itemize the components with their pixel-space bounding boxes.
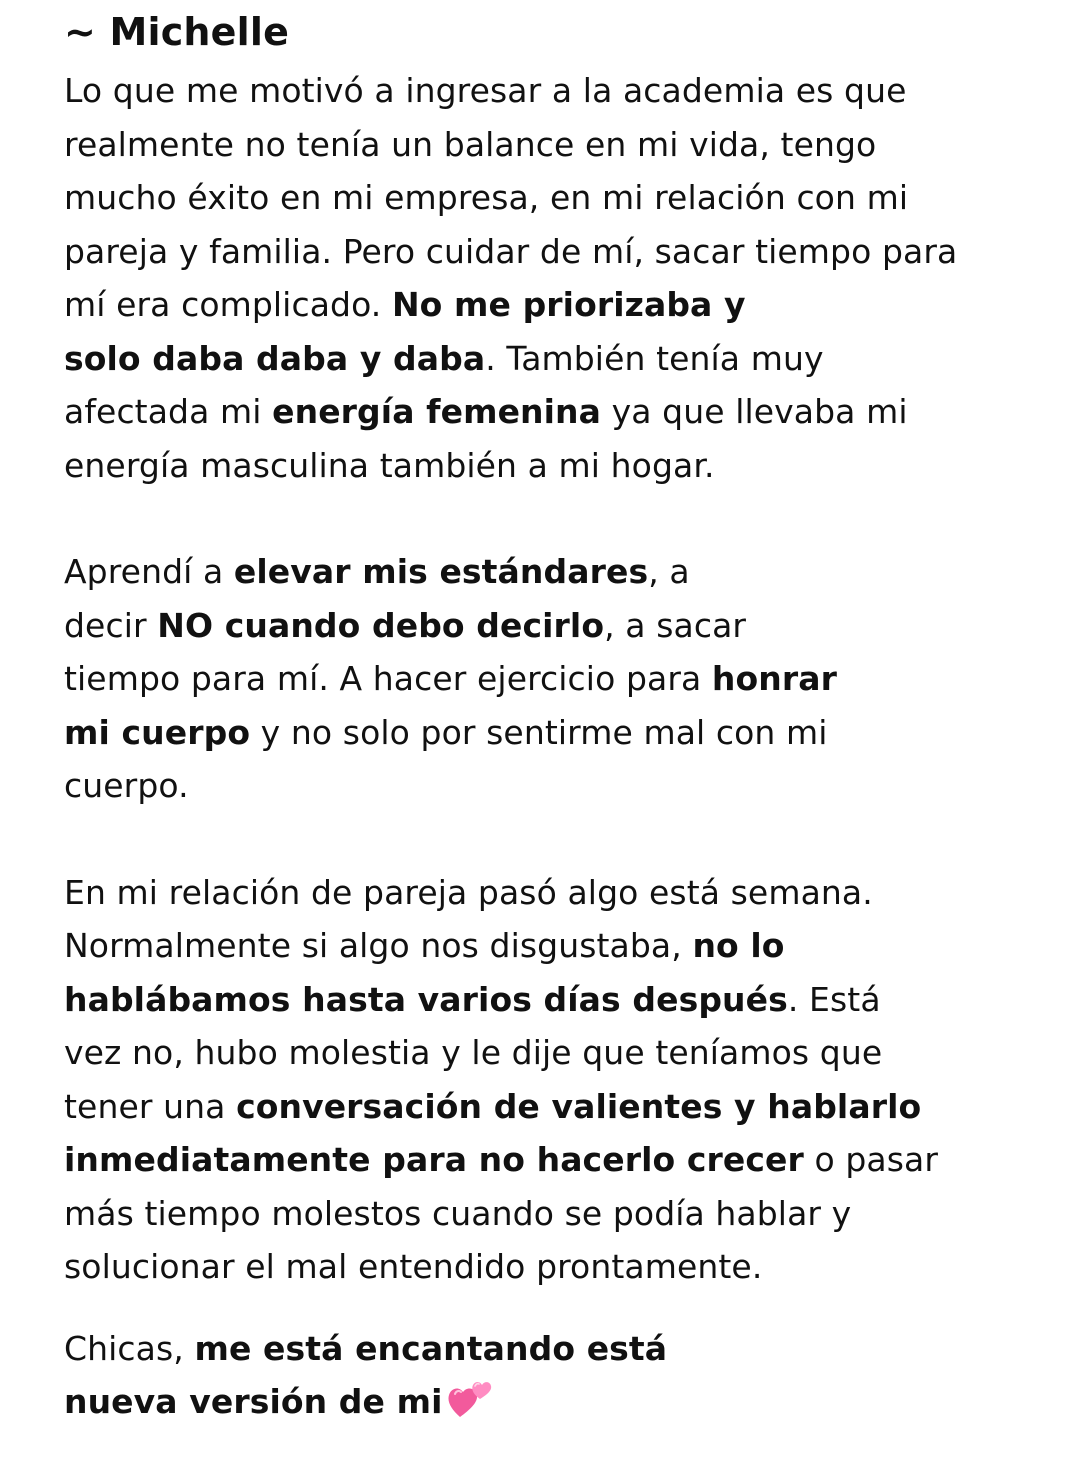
bold-text: me está encantando está	[194, 1328, 668, 1368]
text-segment: tener una	[64, 1086, 237, 1126]
text-line	[64, 1322, 1012, 1376]
bold-text: No me priorizaba y	[391, 285, 746, 324]
paragraph-relationship	[64, 866, 1012, 1294]
bold-text: solo daba daba y daba	[64, 338, 486, 378]
paragraph-motivation	[64, 64, 1012, 492]
text-segment: decir	[64, 605, 158, 645]
text-line	[64, 385, 1012, 439]
text-line	[64, 332, 1012, 386]
bold-text: inmediatamente para no hacerlo crecer	[64, 1140, 804, 1179]
text-segment: , a	[648, 552, 690, 591]
text-segment: Normalmente si algo nos disgustaba,	[64, 926, 693, 965]
text-segment: afectada mi	[64, 392, 273, 431]
text-segment: , a sacar	[604, 605, 747, 645]
bold-text: conversación de valientes y hablarlo	[236, 1086, 922, 1126]
bold-text: energía femenina	[272, 392, 602, 431]
text-segment: Aprendí a	[64, 552, 234, 591]
text-line: realmente no tenía un balance en mi vida, tengo	[64, 124, 877, 164]
text-line	[64, 652, 1012, 706]
text-line	[64, 1133, 1012, 1187]
text-line	[64, 599, 1012, 653]
text-line	[64, 545, 1012, 599]
bold-text: elevar mis estándares	[233, 552, 649, 591]
text-line: Lo que me motivó a ingresar a la academia es que	[64, 71, 907, 110]
text-line	[64, 1375, 1012, 1437]
text-line: más tiempo molestos cuando se podía hablar y	[64, 1193, 852, 1233]
bold-text: honrar	[711, 659, 837, 698]
text-line	[64, 1080, 1012, 1134]
text-line: pareja y familia. Pero cuidar de mí, sacar tiempo para	[64, 231, 958, 271]
paragraph-learnings	[64, 545, 1012, 813]
bold-text: mi cuerpo	[64, 712, 251, 752]
paragraph-closing	[64, 1322, 1012, 1437]
text-line	[64, 973, 1012, 1027]
text-segment: ya que llevaba mi	[601, 392, 908, 431]
text-line	[64, 919, 1012, 973]
bold-text: NO cuando debo decirlo	[157, 605, 605, 645]
text-line	[64, 706, 1012, 760]
text-segment: tiempo para mí. A hacer ejercicio para	[64, 659, 712, 698]
text-segment: mí era complicado.	[64, 285, 392, 324]
bold-text: nueva versión de mi	[64, 1382, 443, 1421]
bold-text: no lo	[692, 926, 785, 965]
bold-text: hablábamos hasta varios días después	[64, 979, 788, 1019]
text-line: cuerpo.	[64, 766, 189, 805]
text-segment: . También tenía muy	[485, 338, 824, 378]
text-segment: o pasar	[803, 1140, 939, 1179]
text-line	[64, 278, 1012, 332]
text-segment: . Está	[787, 979, 881, 1019]
text-line: energía masculina también a mi hogar.	[64, 445, 715, 485]
two-hearts-icon	[447, 1377, 493, 1437]
text-line: mucho éxito en mi empresa, en mi relación con mi	[64, 178, 909, 217]
text-line: solucionar el mal entendido prontamente.	[64, 1247, 763, 1286]
text-segment: y no solo por sentirme mal con mi	[250, 712, 828, 752]
text-line: En mi relación de pareja pasó algo está semana.	[64, 872, 873, 912]
text-segment: Chicas,	[64, 1328, 195, 1368]
text-line: vez no, hubo molestia y le dije que teníamos que	[64, 1033, 883, 1072]
author-name: ~ Michelle	[64, 10, 290, 54]
